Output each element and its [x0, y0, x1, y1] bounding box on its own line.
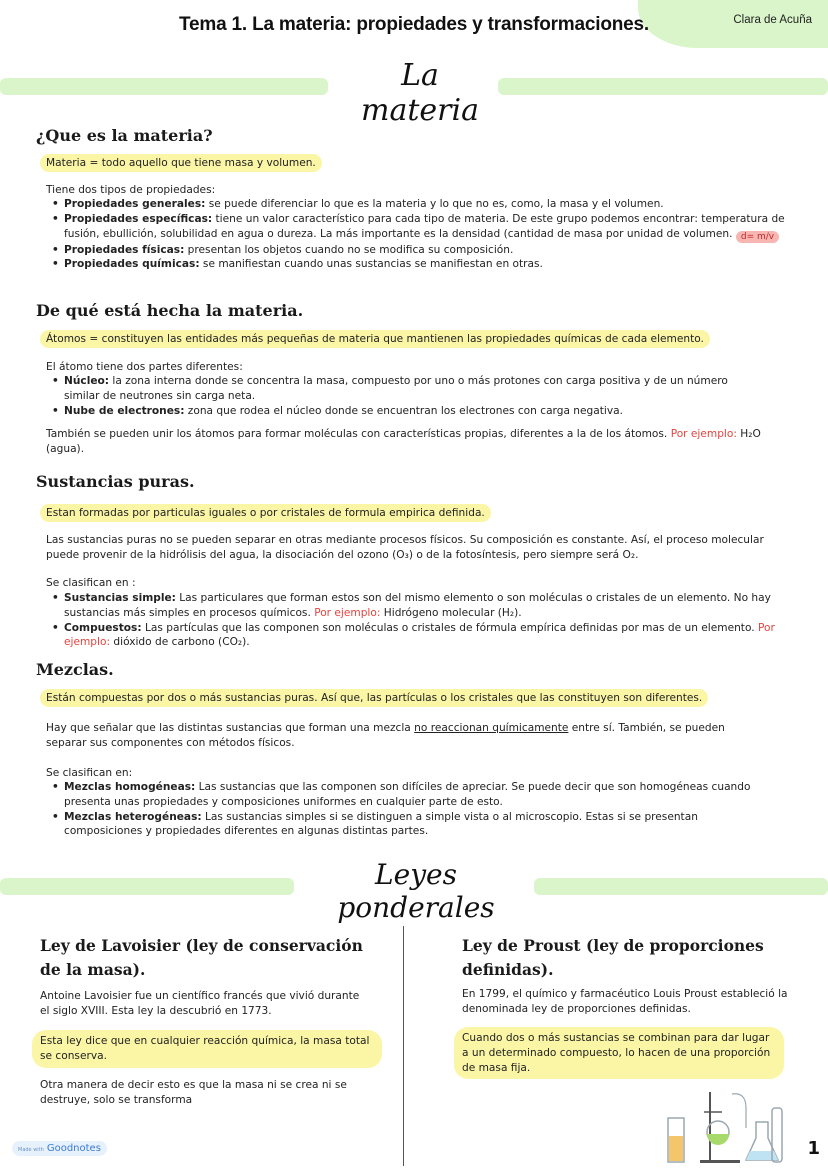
definition-mezclas: Están compuestas por dos o más sustancias puras. Así que, las partículas o los cristales que las constituyen son diferentes. — [40, 689, 708, 707]
list-item: • Propiedades generales: se puede diferenciar lo que es la materia y lo que no es, como, la masa y el volumen. — [46, 197, 786, 212]
list-item: • Propiedades químicas: se manifiestan cuando unas sustancias se manifiestan en otras. — [46, 257, 786, 272]
outro-lavoisier: Otra manera de decir esto es que la masa ni se crea ni se destruye, solo se transforma — [40, 1079, 347, 1106]
section-band-left — [0, 78, 328, 95]
highlight-lavoisier: Esta ley dice que en cualquier reacción química, la masa total se conserva. — [32, 1030, 382, 1068]
heading-lavoisier: Ley de Lavoisier (ley de conservación de la masa). — [40, 936, 363, 979]
section-band-right — [534, 878, 828, 895]
section-band-left — [0, 878, 294, 895]
list-item: • Compuestos: Las partículas que las componen son moléculas o cristales de fórmula empírica definidas por mas de un elemento. Por ejemplo: dióxido de carbono (CO₂). — [46, 621, 786, 651]
section-title-materia: La materia — [361, 58, 479, 128]
list-atomo — [46, 374, 766, 418]
list-item: • Nube de electrones: zona que rodea el núcleo donde se encuentran los electrones con carga negativa. — [46, 404, 766, 419]
intro-clasifican-puras: Se clasifican en : — [46, 577, 136, 589]
list-mezclas — [46, 780, 776, 839]
heading-mezclas: Mezclas. — [36, 660, 114, 679]
lab-equipment-icon — [660, 1088, 790, 1164]
list-item: • Mezclas homogéneas: Las sustancias que las componen son difíciles de apreciar. Se puede decir que son homogéneas cuando presenta unas propiedades y composiciones uniformes en cualquier parte de esto. — [46, 780, 776, 810]
heading-hecha-materia: De qué está hecha la materia. — [36, 301, 304, 320]
list-sustancias — [46, 591, 786, 650]
list-item: • Propiedades físicas: presentan los objetos cuando no se modifica su composición. — [46, 243, 786, 258]
column-divider — [403, 926, 404, 1166]
definition-sustancias-puras: Estan formadas por particulas iguales o por cristales de formula empirica definida. — [40, 504, 491, 522]
page-title: Tema 1. La materia: propiedades y transformaciones. — [179, 14, 649, 35]
list-item: • Sustancias simple: Las particulares que forman estos son del mismo elemento o son moléculas o cristales de un elemento. No hay sustancias más simples en procesos químicos. Por ejemplo: Hidrógeno molecular (H₂). — [46, 591, 786, 621]
section-band-right — [498, 78, 828, 95]
heading-que-es-materia: ¿Que es la materia? — [36, 126, 213, 145]
intro-proust: En 1799, el químico y farmacéutico Louis Proust estableció la denominada ley de proporciones definidas. — [462, 988, 788, 1015]
heading-sustancias-puras: Sustancias puras. — [36, 472, 195, 491]
heading-proust: Ley de Proust (ley de proporciones definidas). — [462, 936, 764, 979]
para-sustancias-puras: Las sustancias puras no se pueden separar en otras mediante procesos físicos. Su composición es constante. Así, el proceso molecular puede provenir de la hidrólisis del agua, la disociación del ozono (O₃) o de la fotosíntesis, pero siempre será O₂. — [46, 534, 764, 561]
list-item: • Núcleo: la zona interna donde se concentra la masa, compuesto por uno o más protones con carga positiva y de un número similar de neutrones sin carga neta. — [46, 374, 766, 404]
intro-clasifican-mezclas: Se clasifican en: — [46, 767, 133, 779]
density-formula: d= m/v — [736, 231, 779, 243]
list-propiedades — [46, 197, 786, 272]
definition-atomos: Átomos = constituyen las entidades más pequeñas de materia que mantienen las propiedades químicas de cada elemento. — [40, 330, 710, 348]
para-moleculas: También se pueden unir los átomos para formar moléculas con características propias, diferentes a la de los átomos. Por ejemplo: H₂O (agua). — [46, 428, 761, 455]
highlight-proust: Cuando dos o más sustancias se combinan para dar lugar a un determinado compuesto, lo hacen de una proporción de masa fija. — [454, 1027, 784, 1079]
intro-atomo: El átomo tiene dos partes diferentes: — [46, 361, 243, 373]
list-item: • Mezclas heterogéneas: Las sustancias simples si se distinguen a simple vista o al microscopio. Estas si se presentan composiciones y propiedades diferentes en algunas distintas partes. — [46, 810, 776, 840]
author-name: Clara de Acuña — [733, 14, 812, 26]
goodnotes-badge: Made with Goodnotes — [12, 1141, 107, 1156]
list-item: • Propiedades específicas: tiene un valor característico para cada tipo de materia. De este grupo podemos encontrar: temperatura de fusión, ebullición, solubilidad en agua o dureza. La más importante es la densidad (cantidad de masa por unidad de volumen. d= m/v — [46, 212, 786, 243]
para-mezclas: Hay que señalar que las distintas sustancias que forman una mezcla no reaccionan químicamente entre sí. También, se pueden separar sus componentes con métodos físicos. — [46, 722, 725, 749]
definition-materia: Materia = todo aquello que tiene masa y volumen. — [40, 154, 322, 172]
section-title-leyes: Leyes ponderales — [337, 858, 495, 924]
intro-propiedades: Tiene dos tipos de propiedades: — [46, 184, 216, 196]
page-number: 1 — [807, 1138, 820, 1159]
intro-lavoisier: Antoine Lavoisier fue un científico francés que vivió durante el siglo XVIII. Esta ley la descubrió en 1773. — [40, 990, 360, 1017]
